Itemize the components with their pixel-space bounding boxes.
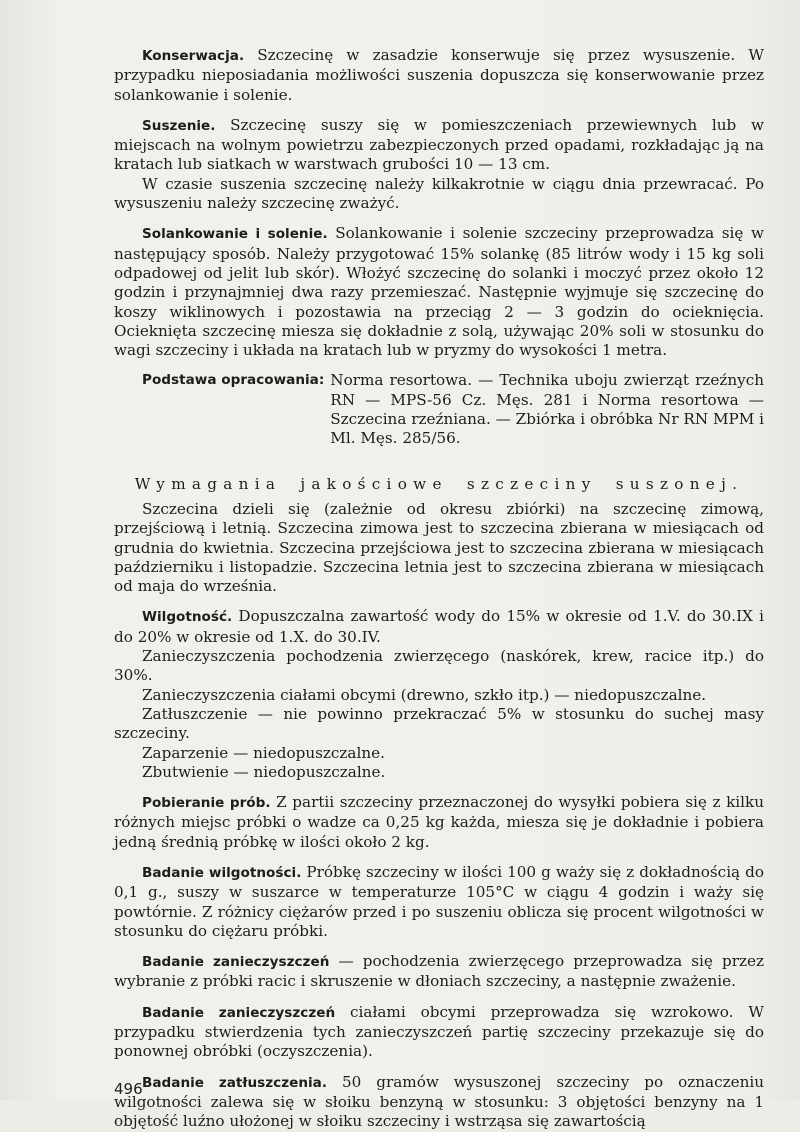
text-konserwacja: Szczecinę w zasadzie konserwuje się przez wysuszenie. W przypadku nieposiadania możliwości suszenia dopuszcza się konserwowanie przez solankowanie i solenie. <box>114 46 764 104</box>
lead-wilgotnosc: Wilgotność. <box>142 609 233 626</box>
lead-solankowanie: Solankowanie i solenie. <box>142 226 328 243</box>
basis-text: Norma resortowa. — Technika uboju zwierząt rzeźnych RN — MPS-56 Cz. Męs. 281 i Norma resortowa — Szczecina rzeźniana. — Zbiórka i obróbka Nr RN MPM i Ml. Męs. 285/56. <box>330 371 764 448</box>
lead-suszenie: Suszenie. <box>142 117 216 134</box>
paragraph-suszenie <box>114 116 764 175</box>
paragraph-badanie-wilgotnosci <box>114 863 764 941</box>
lead-badanie-wilgotnosci: Badanie wilgotności. <box>142 864 302 881</box>
text-badanie-zatluszczenia: 50 gramów wysuszonej szczeciny po oznaczeniu wilgotności zalewa się w słoiku benzyną w stosunku: 3 objętości benzyny na 1 objętość luźno ułożonej w słoiku szczeciny i wstrząsa się zawartością <box>114 1072 764 1131</box>
lead-konserwacja: Konserwacja. <box>142 48 245 64</box>
line-zbutwienie: Zbutwienie — niedopuszczalne. <box>142 762 386 781</box>
line-zanieczyszczenia-obce: Zanieczyszczenia ciałami obcymi (drewno, szkło itp.) — niedopuszczalne. <box>142 685 707 704</box>
text-solankowanie: Solankowanie i solenie szczeciny przeprowadza się w następujący sposób. Należy przygotować 15% solankę (85 litrów wody i 15 kg soli odpadowej od jelit lub skór). Włożyć szczecinę do solanki i moczyć przez około 12 godzin i przynajmniej dwa razy przemieszać. Następnie wyjmuje się szczecinę do koszy wiklinowych i pozostawia na przeciąg 2 — 3 godzin do ocieknięcia. Ocieknięta szczecinę miesza się dokładnie z solą, używając 20% soli w stosunku do wagi szczeciny i układa na kratach lub w pryzmy do wysokości 1 metra. <box>114 224 764 360</box>
text-wilgotnosc: Dopuszczalna zawartość wody do 15% w okresie od 1.V. do 30.IX i do 20% w okresie od 1.X. do 30.IV. <box>114 607 764 646</box>
paragraph-pobieranie <box>114 793 764 852</box>
text-suszenie: Szczecinę suszy się w pomieszczeniach przewiewnych lub w miejscach na wolnym powietrzu zabezpieczonych przed opadami, rozkładając ją na kratach lub siatkach w warstwach grubości 10 — 13 cm. <box>114 115 764 174</box>
paragraph-badanie-zatluszczenia <box>114 1073 764 1132</box>
text-badanie-wilgotnosci: Próbkę szczeciny w ilości 100 g waży się z dokładnością do 0,1 g., suszy w suszarce w temperaturze 105°C w ciągu 4 godzin i waży się powtórnie. Z różnicy ciężarów przed i po suszeniu oblicza się procent wilgotności w stosunku do ciężaru próbki. <box>114 862 764 940</box>
line-zanieczyszczenia-zwierzece: Zanieczyszczenia pochodzenia zwierzęcego (naskórek, krew, racice itp.) do 30%. <box>114 647 764 685</box>
paragraph-intro: Szczecina dzieli się (zależnie od okresu zbiórki) na szczecinę zimową, przejściową i letnią. Szczecina zimowa jest to szczecina zbierana w miesiącach od grudnia do kwietnia. Szczecina przejściowa jest to szczecina zbierana w miesiącach październiku i listopadzie. Szczecina letnia jest to szczecina zbierana w miesiącach od maja do września. <box>114 499 764 596</box>
section-heading: Wymagania jakościowe szczeciny suszonej. <box>134 474 744 493</box>
text-pobieranie: Z partii szczeciny przeznaczonej do wysyłki pobiera się z kilku różnych miejsc próbki o wadze ca 0,25 kg każda, miesza się je dokładnie i pobiera jedną średnią próbkę w ilości około 2 kg. <box>114 793 765 851</box>
lead-badanie-zanieczyszczen-2: Badanie zanieczyszczeń <box>142 1004 336 1021</box>
paragraph-badanie-zanieczyszczen-1 <box>114 952 764 992</box>
paragraph-konserwacja <box>114 46 764 105</box>
paragraph-wilgotnosc <box>114 607 764 647</box>
page-number: 496 <box>114 1080 143 1098</box>
text-body <box>114 46 764 1132</box>
paragraph-suszenie-2: W czasie suszenia szczecinę należy kilkakrotnie w ciągu dnia przewracać. Po wysuszeniu należy szczecinę zważyć. <box>114 174 764 213</box>
line-zaparzenie: Zaparzenie — niedopuszczalne. <box>142 743 385 762</box>
lead-badanie-zanieczyszczen-1: Badanie zanieczyszczeń <box>142 954 330 971</box>
text-badanie-zanieczyszczen-2: ciałami obcymi przeprowadza się wzrokowo. W przypadku stwierdzenia tych zanieczyszczeń partię szczeciny przekazuje się do ponownej obróbki (oczyszczenia). <box>114 1002 764 1061</box>
paragraph-solankowanie <box>114 224 764 360</box>
paragraph-badanie-zanieczyszczen-2 <box>114 1003 764 1062</box>
lead-pobieranie: Pobieranie prób. <box>142 795 271 812</box>
text-badanie-zanieczyszczen-1: — pochodzenia zwierzęcego przeprowadza się przez wybranie z próbki racic i skruszenie w dłoniach szczeciny, a następnie zważenie. <box>114 952 764 991</box>
lead-badanie-zatluszczenia: Badanie zatłuszczenia. <box>142 1074 328 1091</box>
basis-label: Podstawa opracowania: <box>142 372 325 389</box>
line-zatluszczenie: Zatłuszczenie — nie powinno przekraczać 5% w stosunku do suchej masy szczeciny. <box>114 704 764 743</box>
basis-section <box>142 371 764 448</box>
